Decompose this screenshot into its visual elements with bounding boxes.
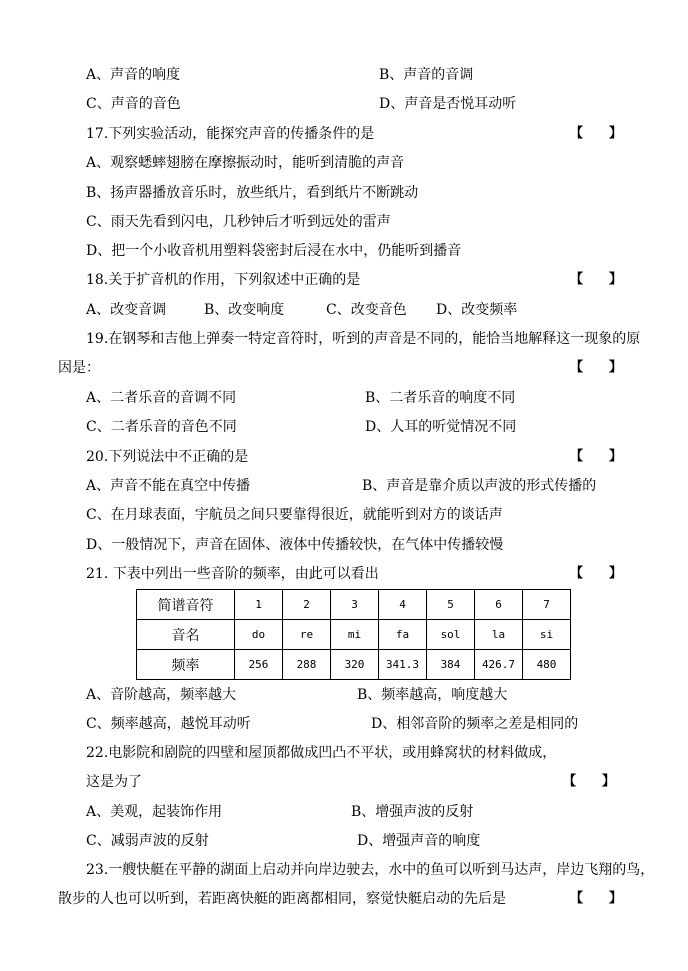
table-cell-frequency: 256	[235, 650, 283, 680]
table-row-notes	[137, 590, 571, 620]
table-row-names	[137, 620, 571, 650]
q18-option-b: B、改变响度	[204, 302, 285, 318]
table-cell-name: si	[523, 620, 571, 650]
q20-option-d: D、一般情况下，声音在固体、液体中传播较快，在气体中传播较慢	[86, 537, 504, 553]
q17-option-c: C、雨天先看到闪电，几秒钟后才听到远处的雷声	[86, 214, 391, 230]
q16-option-a: A、声音的响度	[86, 67, 181, 83]
q19-option-c: C、二者乐音的音色不同	[86, 419, 237, 435]
q19-stem-line1: 19.在钢琴和吉他上弹奏一特定音符时，听到的声音是不同的，能恰当地解释这一现象的原	[86, 331, 641, 347]
q17-option-b: B、扬声器播放音乐时，放些纸片，看到纸片不断跳动	[86, 185, 419, 201]
table-cell-note: 6	[475, 590, 523, 620]
row-label-notes: 简谱音符	[137, 590, 235, 620]
q21-answer-bracket: 【 】	[570, 566, 623, 581]
table-cell-note: 3	[331, 590, 379, 620]
table-cell-frequency: 480	[523, 650, 571, 680]
table-cell-frequency: 288	[283, 650, 331, 680]
q22-stem-line1: 22.电影院和剧院的四壁和屋顶都做成凹凸不平状，或用蜂窝状的材料做成，	[86, 745, 557, 761]
table-cell-note: 5	[427, 590, 475, 620]
q17-stem: 17.下列实验活动，能探究声音的传播条件的是	[86, 126, 375, 142]
q19-stem-line2: 因是：	[58, 360, 100, 376]
q19-answer-bracket: 【 】	[570, 360, 623, 375]
table-cell-name: la	[475, 620, 523, 650]
q20-option-b: B、声音是靠介质以声波的形式传播的	[362, 478, 597, 494]
table-cell-frequency: 426.7	[475, 650, 523, 680]
q16-option-b: B、声音的音调	[379, 67, 474, 83]
scale-frequency-table	[136, 589, 571, 680]
table-cell-name: mi	[331, 620, 379, 650]
q21-option-d: D、相邻音阶的频率之差是相同的	[371, 716, 579, 732]
q17-answer-bracket: 【 】	[570, 126, 623, 141]
q16-option-c: C、声音的音色	[86, 96, 181, 112]
row-label-frequencies: 频率	[137, 650, 235, 680]
table-cell-name: fa	[379, 620, 427, 650]
q17-option-d: D、把一个小收音机用塑料袋密封后浸在水中，仍能听到播音	[86, 243, 462, 259]
q19-option-d: D、人耳的听觉情况不同	[365, 419, 517, 435]
q23-answer-bracket: 【 】	[570, 891, 623, 906]
q23-stem-line2: 散步的人也可以听到，若距离快艇的距离都相同，察觉快艇启动的先后是	[58, 891, 506, 907]
q21-option-b: B、频率越高，响度越大	[357, 687, 508, 703]
table-cell-note: 7	[523, 590, 571, 620]
q18-option-a: A、改变音调	[86, 302, 167, 318]
table-cell-frequency: 384	[427, 650, 475, 680]
table-cell-name: do	[235, 620, 283, 650]
table-cell-name: re	[283, 620, 331, 650]
q16-option-d: D、声音是否悦耳动听	[379, 96, 517, 112]
table-cell-note: 1	[235, 590, 283, 620]
q22-option-d: D、增强声音的响度	[357, 833, 481, 849]
q20-stem: 20.下列说法中不正确的是	[86, 449, 249, 465]
q22-answer-bracket: 【 】	[563, 774, 616, 789]
q21-stem: 21. 下表中列出一些音阶的频率，由此可以看出	[86, 566, 379, 582]
q18-option-d: D、改变频率	[436, 302, 518, 318]
q22-option-b: B、增强声波的反射	[351, 804, 474, 820]
q18-answer-bracket: 【 】	[570, 272, 623, 287]
q23-stem-line1: 23.一艘快艇在平静的湖面上启动并向岸边驶去，水中的鱼可以听到马达声，岸边飞翔的鸟，	[86, 862, 655, 878]
table-row-frequencies	[137, 650, 571, 680]
q22-option-a: A、美观，起装饰作用	[86, 804, 223, 820]
table-cell-note: 2	[283, 590, 331, 620]
q22-stem-line2: 这是为了	[86, 774, 142, 790]
table-cell-frequency: 320	[331, 650, 379, 680]
q18-stem: 18.关于扩音机的作用，下列叙述中正确的是	[86, 272, 361, 288]
q22-option-c: C、减弱声波的反射	[86, 833, 209, 849]
q18-option-c: C、改变音色	[326, 302, 407, 318]
q20-option-c: C、在月球表面，宇航员之间只要靠得很近，就能听到对方的谈话声	[86, 507, 503, 523]
q20-option-a: A、声音不能在真空中传播	[86, 478, 251, 494]
table-cell-name: sol	[427, 620, 475, 650]
q21-option-c: C、频率越高，越悦耳动听	[86, 716, 251, 732]
q19-option-b: B、二者乐音的响度不同	[365, 390, 516, 406]
row-label-names: 音名	[137, 620, 235, 650]
q19-option-a: A、二者乐音的音调不同	[86, 390, 237, 406]
table-cell-frequency: 341.3	[379, 650, 427, 680]
table-cell-note: 4	[379, 590, 427, 620]
q21-option-a: A、音阶越高，频率越大	[86, 687, 237, 703]
q20-answer-bracket: 【 】	[570, 449, 623, 464]
q17-option-a: A、观察蟋蟀翅膀在摩擦振动时，能听到清脆的声音	[86, 155, 405, 171]
